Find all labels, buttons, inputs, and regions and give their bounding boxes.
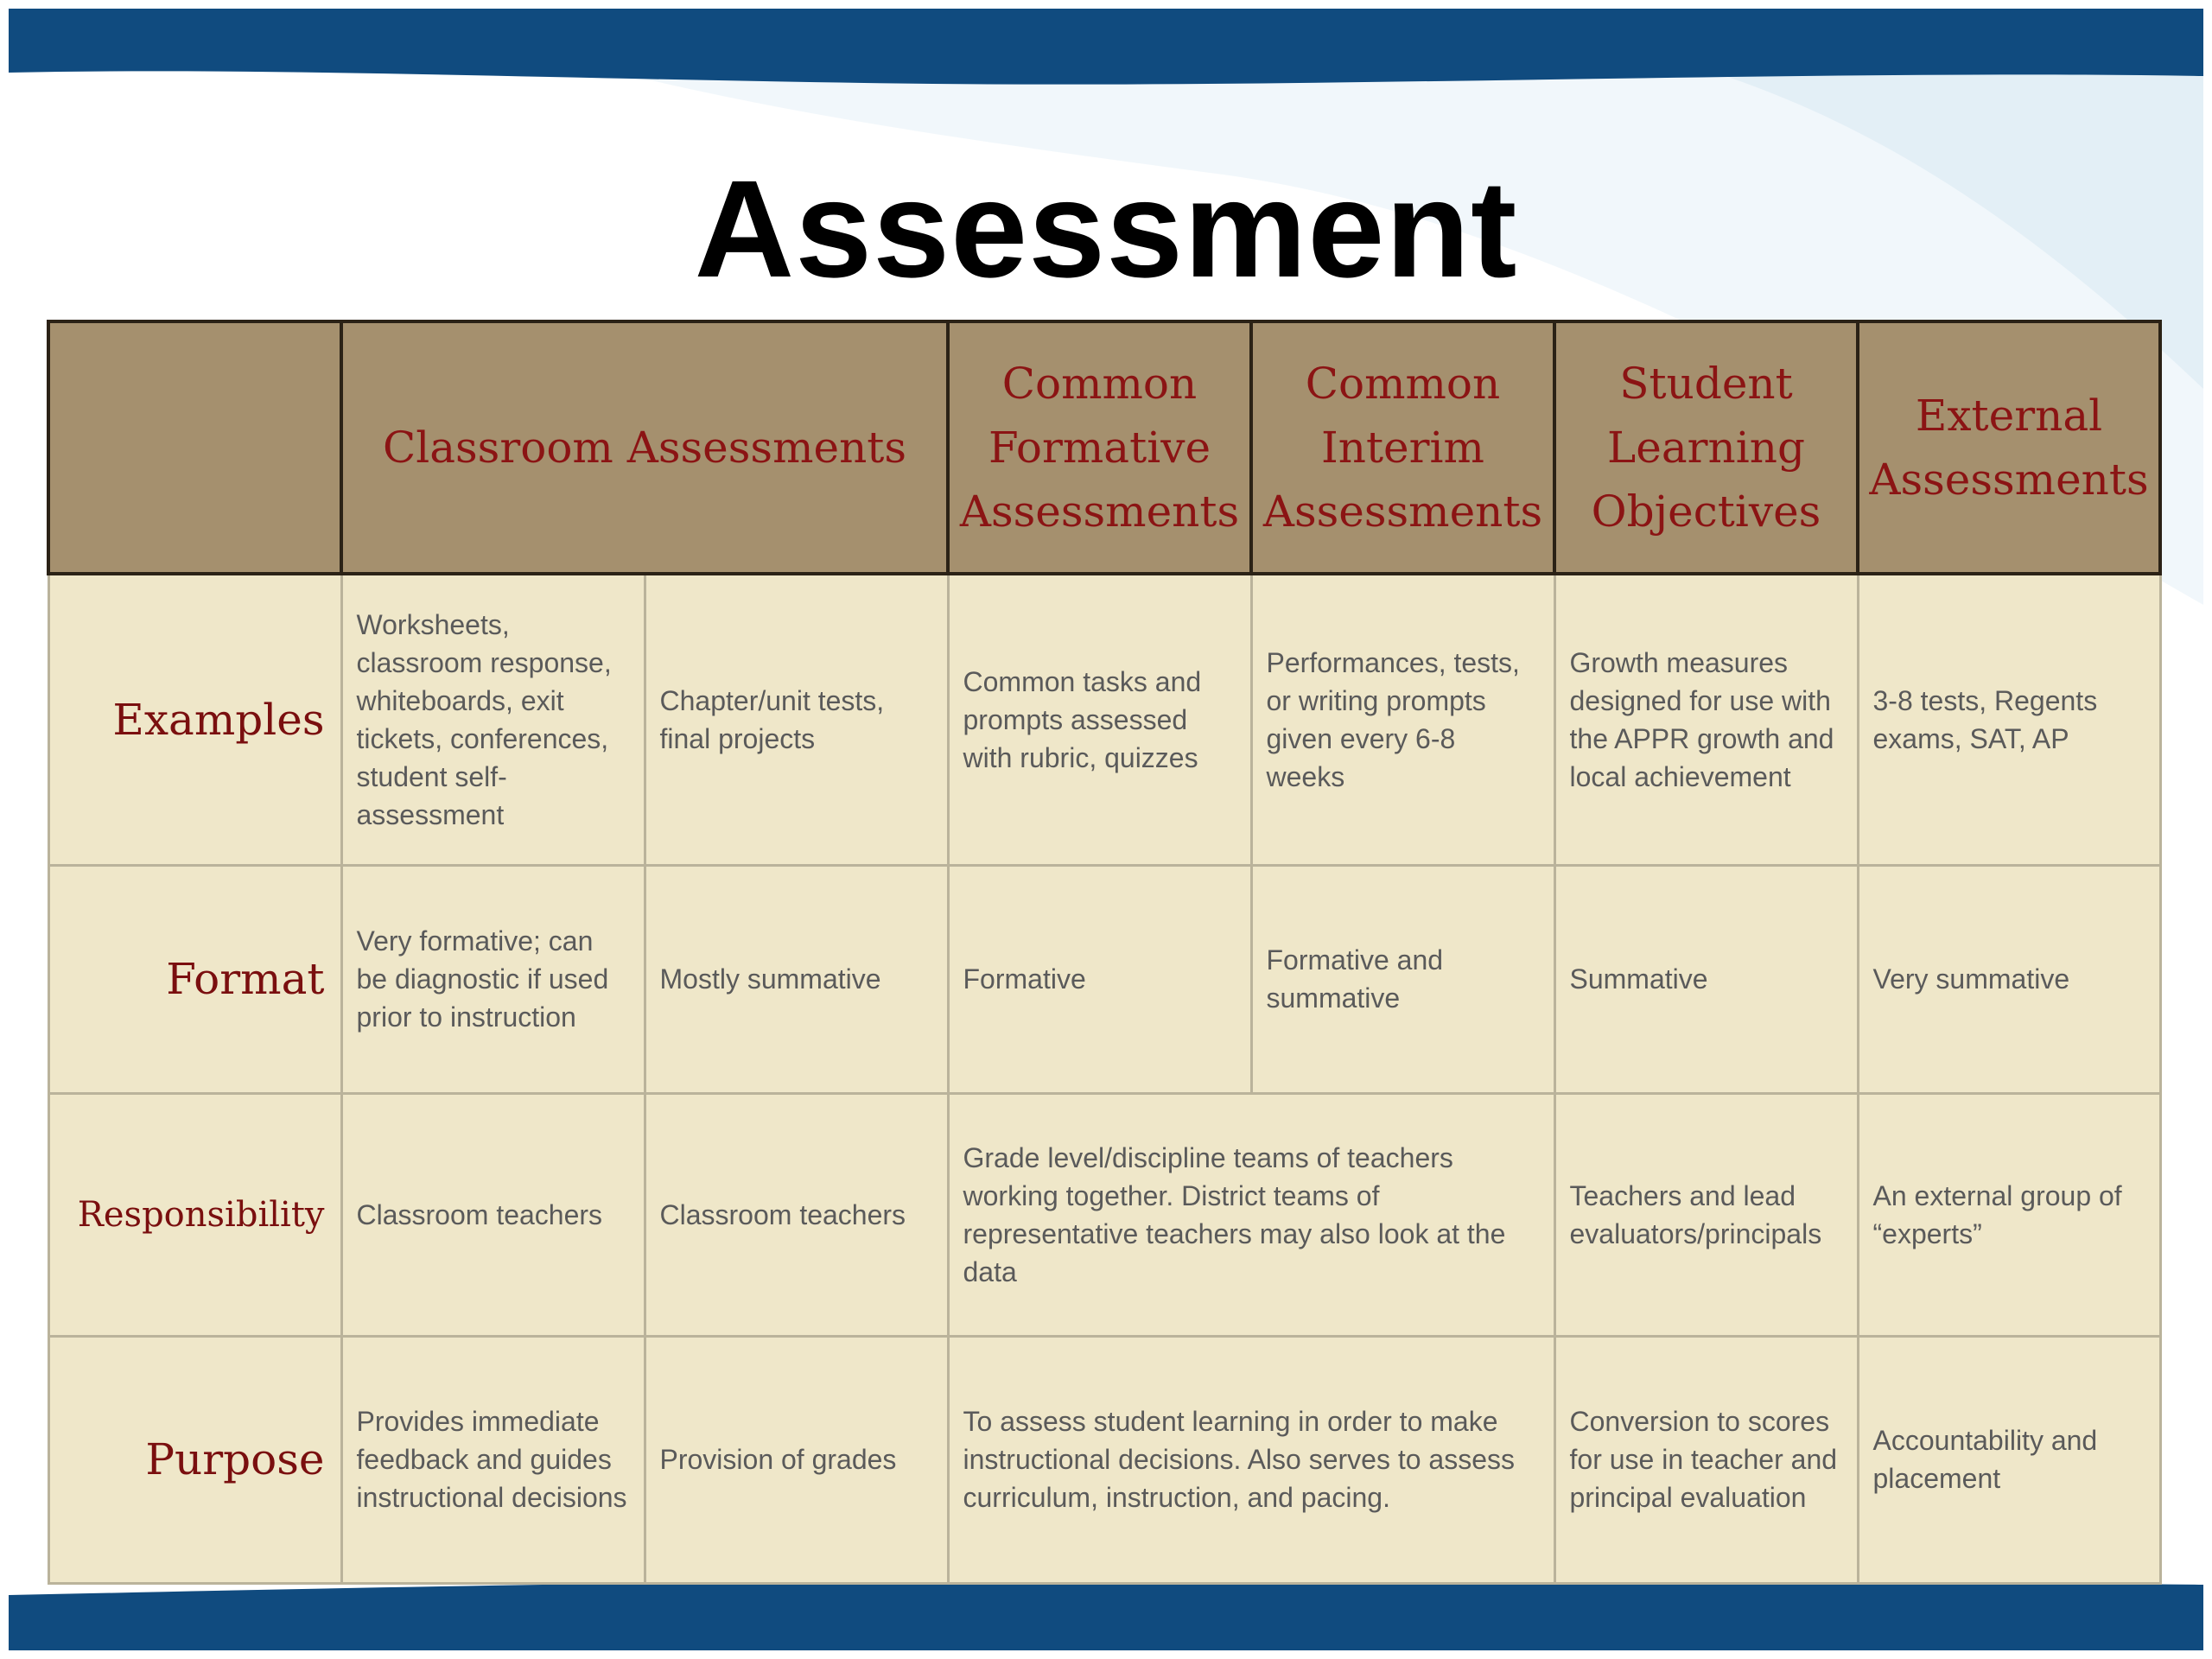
table-row-examples [48,574,2160,865]
cell-format-common-formative: Formative [948,865,1251,1093]
table-row-format [48,865,2160,1093]
cell-responsibility-classroom-b: Classroom teachers [645,1093,948,1336]
header-row [48,321,2160,574]
cell-format-slo: Summative [1554,865,1858,1093]
cell-format-external: Very summative [1858,865,2160,1093]
header-external-assessments: External Assessments [1858,321,2160,574]
row-label-examples: Examples [48,574,341,865]
cell-examples-common-interim: Performances, tests, or writing prompts given every 6-8 weeks [1251,574,1554,865]
page-title: Assessment [694,151,1518,306]
header-common-formative: Common Formative Assessments [948,321,1251,574]
header-student-learning-objectives: Student Learning Objectives [1554,321,1858,574]
cell-examples-slo: Growth measures designed for use with the APPR growth and local achievement [1554,574,1858,865]
cell-purpose-classroom-b: Provision of grades [645,1336,948,1583]
cell-examples-external: 3-8 tests, Regents exams, SAT, AP [1858,574,2160,865]
cell-purpose-common: To assess student learning in order to make instructional decisions. Also serves to assess curriculum, instruction, and pacing. [948,1336,1554,1583]
top-banner [9,9,2203,85]
row-label-responsibility: Responsibility [48,1093,341,1336]
cell-responsibility-slo: Teachers and lead evaluators/principals [1554,1093,1858,1336]
bottom-banner [9,1580,2203,1650]
cell-purpose-slo: Conversion to scores for use in teacher and principal evaluation [1554,1336,1858,1583]
header-common-interim: Common Interim Assessments [1251,321,1554,574]
table-row-responsibility [48,1093,2160,1336]
row-label-purpose: Purpose [48,1336,341,1583]
assessment-table [47,320,2162,1585]
cell-examples-common-formative: Common tasks and prompts assessed with rubric, quizzes [948,574,1251,865]
table-row-purpose [48,1336,2160,1583]
cell-purpose-classroom-a: Provides immediate feedback and guides instructional decisions [341,1336,645,1583]
cell-purpose-external: Accountability and placement [1858,1336,2160,1583]
cell-format-common-interim: Formative and summative [1251,865,1554,1093]
cell-responsibility-classroom-a: Classroom teachers [341,1093,645,1336]
cell-examples-classroom-b: Chapter/unit tests, final projects [645,574,948,865]
cell-responsibility-external: An external group of “experts” [1858,1093,2160,1336]
header-corner [48,321,341,574]
cell-format-classroom-b: Mostly summative [645,865,948,1093]
cell-examples-classroom-a: Worksheets, classroom response, whiteboards, exit tickets, conferences, student self-assessment [341,574,645,865]
cell-format-classroom-a: Very formative; can be diagnostic if used prior to instruction [341,865,645,1093]
header-classroom-assessments: Classroom Assessments [341,321,948,574]
row-label-format: Format [48,865,341,1093]
cell-responsibility-common: Grade level/discipline teams of teachers working together. District teams of representative teachers may also look at the data [948,1093,1554,1336]
